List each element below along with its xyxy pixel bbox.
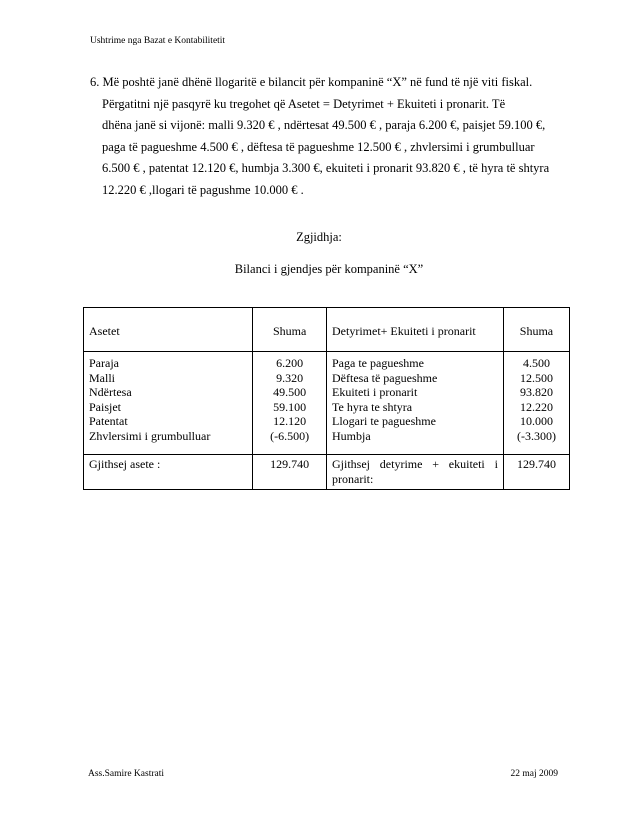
liability-amount: 12.220 [519, 399, 553, 414]
asset-amount: 12.120 [273, 414, 307, 428]
asset-name: Ndërtesa [89, 385, 132, 399]
liability-name: Llogari te pagueshme [332, 414, 436, 428]
total-assets-value: 129.740 [253, 455, 327, 490]
label-word: Gjithsej [332, 457, 370, 471]
total-liabilities-value: 129.740 [503, 455, 569, 490]
liability-name: Te hyra te shtyra [332, 399, 413, 414]
document-header: Ushtrime nga Bazat e Kontabilitetit [90, 36, 226, 46]
solution-label: Zgjidhja: [296, 230, 342, 244]
asset-amount: (-6.500) [270, 428, 310, 443]
problem-line: dhëna janë si vijonë: malli 9.320 € , ndërtesat 49.500 € , paraja 6.200 €, paisjet 59.100 €, [102, 118, 546, 133]
asset-name: Paraja [89, 356, 119, 370]
asset-list [84, 352, 253, 455]
liability-amount: 93.820 [519, 385, 553, 399]
problem-statement [90, 72, 560, 202]
label-word: i [494, 457, 498, 471]
label-word: detyrime [379, 457, 423, 471]
header-assets: Asetet [84, 308, 253, 352]
liability-name: Dëftesa të pagueshme [332, 370, 438, 385]
asset-name: Zhvlersimi i grumbulluar [89, 428, 211, 443]
asset-name: Malli [89, 370, 115, 385]
total-assets-label: Gjithsej asete : [84, 455, 253, 490]
asset-amount: 49.500 [273, 385, 307, 399]
total-liabilities-label-line1 [332, 457, 498, 472]
liability-amount: 12.500 [519, 370, 553, 385]
label-word: + [432, 457, 439, 471]
table-row [84, 352, 570, 455]
header-liabilities-equity: Detyrimet+ Ekuiteti i pronarit [327, 308, 504, 352]
table-total-row [84, 455, 570, 490]
liability-amount: 4.500 [522, 356, 550, 370]
footer-date: 22 maj 2009 [510, 769, 558, 779]
footer-author: Ass.Samire Kastrati [88, 769, 164, 779]
problem-line: 6.500 € , patentat 12.120 €, humbja 3.300 €, ekuiteti i pronarit 93.820 € , të hyra të shtyra [102, 161, 550, 176]
asset-amount: 6.200 [276, 356, 304, 370]
problem-line: 6. Më poshtë janë dhënë llogaritë e bilancit për kompaninë “X” në fund të një viti fiskal. [90, 75, 533, 89]
total-liabilities-label [327, 455, 504, 490]
liability-name: Humbja [332, 428, 371, 443]
asset-amounts [253, 352, 327, 455]
liability-name: Paga te pagueshme [332, 356, 424, 370]
problem-line: 12.220 € ,llogari të pagushme 10.000 € . [102, 182, 304, 197]
header-amount: Shuma [503, 308, 569, 352]
asset-amount: 59.100 [273, 399, 307, 414]
asset-amount: 9.320 [276, 370, 304, 385]
liability-amount: 10.000 [519, 414, 553, 428]
header-amount: Shuma [253, 308, 327, 352]
label-word: ekuiteti [448, 457, 485, 471]
asset-name: Paisjet [89, 399, 121, 414]
total-liabilities-label-line2: pronarit: [332, 471, 374, 486]
liability-amounts [503, 352, 569, 455]
balance-sheet-title: Bilanci i gjendjes për kompaninë “X” [234, 262, 424, 276]
asset-name: Patentat [89, 414, 128, 428]
problem-line: Përgatitni një pasqyrë ku tregohet që Asetet = Detyrimet + Ekuiteti i pronarit. Të [102, 96, 506, 111]
liability-amount: (-3.300) [516, 428, 556, 443]
balance-sheet-table [83, 307, 570, 490]
table-header-row [84, 308, 570, 352]
liability-list [327, 352, 504, 455]
liability-name: Ekuiteti i pronarit [332, 385, 418, 399]
problem-line: paga të pagueshme 4.500 € , dëftesa të pagueshme 12.500 € , zhvlersimi i grumbulluar [102, 139, 535, 154]
